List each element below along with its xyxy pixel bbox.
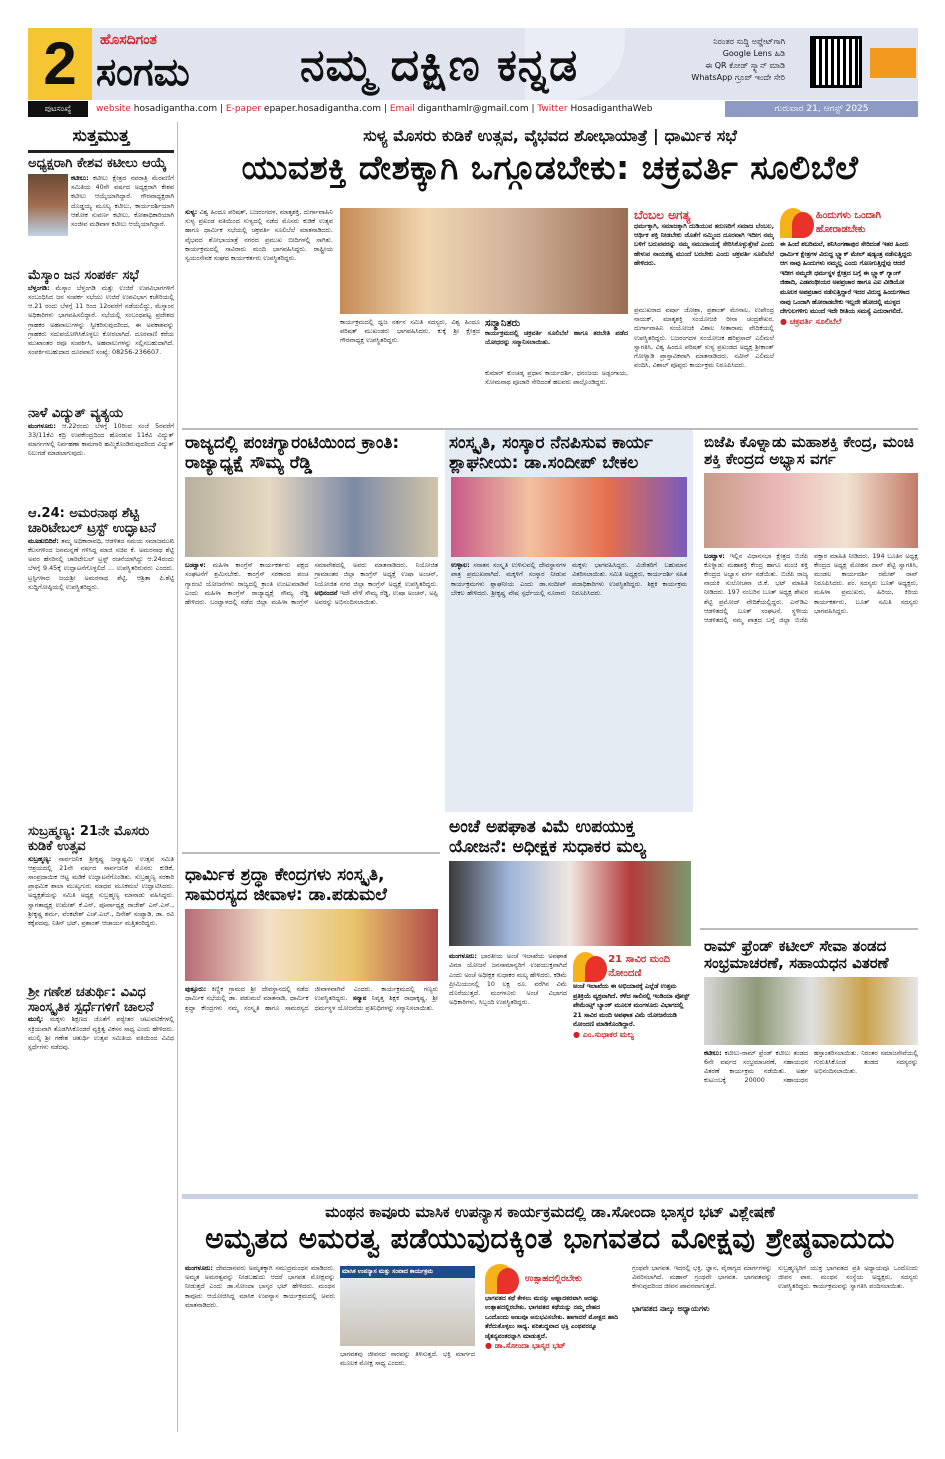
website-link[interactable]: hosadigantha.com — [133, 104, 218, 114]
story-body: ಮಂಗಳೂರು: ಆ.22ರಂದು ಬೆಳಗ್ಗೆ 10ರಿಂದ ಸಂಜೆ 5ರವರೆಗೆ 33/11ಕೆವಿ ಕದ್ರಿ ಉಪಕೇಂದ್ರದಿಂದ ಹೊರಡುವ 11ಕೆವಿ ವಿದ್ಯುತ್ ಮಾರ್ಗಗಳಲ್ಲಿ ನಿರ್ವಹಣಾ ಕಾಮಗಾರಿ ಹಮ್ಮಿಕೊಂಡಿರುವುದರಿಂದ ವಿದ್ಯುತ್ ನಿಲುಗಡೆ ಮಾಡಲಾಗುವುದು. — [28, 421, 174, 458]
story-headline: ನಾಳೆ ವಿದ್ಯುತ್ ವ್ಯತ್ಯಯ — [28, 405, 124, 421]
portrait-photo — [28, 174, 68, 236]
story-body: ಪುತ್ತೂರು: ಕಿಣ್ಣಿಕ ಗ್ರಾಮದ ಶ್ರೀ ದೇವಸ್ಥಾನದಲ್ಲಿ ನಡೆದ ಧಾರ್ಮಿಕ ಸಭೆಯಲ್ಲಿ ಡಾ. ಪಡುಮಲೆ ಮಾತನಾಡಿ, ಧಾರ್ಮಿಕ ಶ್ರದ್ಧಾ ಕೇಂದ್ರಗಳು ನಮ್ಮ ಸಂಸ್ಕೃತಿ ಹಾಗೂ ಸಾಮರಸ್ಯದ ಜೀವಾಳವಾಗಿವೆ ಎಂದರು. ಕಾರ್ಯಕ್ರಮದಲ್ಲಿ ಗಣ್ಯರು ಉಪಸ್ಥಿತರಿದ್ದರು. ಸನ್ಮಾನ ನಿವೃತ್ತ ಶಿಕ್ಷಕ ರಾಧಾಕೃಷ್ಣ, ಶ್ರೀ ಧರ್ಮಸ್ಥಳ ಯೋಜನೆಯ ಪ್ರತಿನಿಧಿಗಳನ್ನು ಸನ್ಮಾನಿಸಲಾಯಿತು. — [185, 985, 438, 1012]
story-headline: ರಾಜ್ಯದಲ್ಲಿ ಪಂಚಗ್ಯಾರಂಟಿಯಿಂದ ಕ್ರಾಂತಿ: ರಾಜ್ಯಾಧ್ಯಕ್ಷೆ ಸೌಮ್ಯ ರೆಡ್ಡಿ — [185, 433, 400, 473]
left-column — [28, 126, 174, 1205]
quote-box — [780, 208, 918, 327]
story-body: ಬೆಳ್ತಂಗಡಿ: ಮೆಸ್ಕಾಂ ಬೆಳ್ತಂಗಡಿ ಮತ್ತು ಉಜಿರೆ ಉಪವಿಭಾಗಗಳಿಗೆ ಸಂಬಂಧಿಸಿದ ಜನ ಸಂಪರ್ಕ ಸಭೆಯು ಉಜಿರೆ ಉಪವಿಭಾಗ ಕಚೇರಿಯಲ್ಲಿ ಆ.21 ರಂದು ಬೆಳಗ್ಗೆ 11 ರಿಂದ 12ರವರೆಗೆ ನಡೆಯಲಿದ್ದು, ಮೆಸ್ಕಾಂನ ಅಧಿಕಾರಿಗಳು ಭಾಗವಹಿಸಲಿದ್ದಾರೆ. ಸಭೆಯಲ್ಲಿ ಸಂಬಂಧಪಟ್ಟ ಪ್ರದೇಶದ ಗ್ರಾಹಕರ ಅಹವಾಲುಗಳನ್ನು ಸ್ವೀಕರಿಸುವುದರಿಂದ, ಈ ಅವಕಾಶವನ್ನು ಗ್ರಾಹಕರು ಸದುಪಯೋಗಿಸಿಕೊಳ್ಳಲು ಕೋರಲಾಗಿದೆ. ದೂರವಾಣಿ ಕರೆಯ ಮುಖಾಂತರ ರವೂ ಸಂಪರ್ಕಿಸಿ, ಅಹವಾಲುಗಳನ್ನು ಸಲ್ಲಿಸಬಹುದಾಗಿದೆ. ಸಂಪರ್ಕಿಸಬಹುದಾದ ದೂರವಾಣಿ ಸಂಖ್ಯೆ: 08256-236607. — [28, 283, 174, 357]
brand-logo: ಸಂಗಮ — [96, 50, 190, 94]
quote-author: ● ಡಾ.ಸೋಂದಾ ಭಾಸ್ಕರ ಭಟ್ — [485, 1341, 566, 1351]
quote-body: ಅಂಚೆ ಇಲಾಖೆಯ ಈ ಅಭಿಯಾನಕ್ಕೆ ಎಲ್ಲೆಡೆ ಉತ್ತಮ ಪ್ರತಿಕ್ರಿಯೆ ವ್ಯಕ್ತವಾಗಿದೆ. ಕಳೆದ ಸಾಲಿನಲ್ಲಿ ಇಂಡಿಯಾ ಪೋಸ್ಟ್ ಪೇಮೆಂಟ್ಸ್ ಬ್ಯಾಂಕ್ ಮೂಲಕ ಮಂಗಳೂರು ವಿಭಾಗದಲ್ಲಿ 21 ಸಾವಿರ ಮಂದಿ ಅಪಘಾತ ವಿಮೆ ಯೋಜನೆಯಡಿ ನೋಂದಣಿ ಮಾಡಿಕೊಂಡಿದ್ದಾರೆ. — [573, 983, 690, 1029]
story-panchaguarantee — [185, 434, 438, 786]
lead-body: ಸುಳ್ಯ: ವಿಶ್ವ ಹಿಂದೂ ಪರಿಷತ್, ಬಜರಂಗದಳ, ಮಾತೃಶಕ್ತಿ, ದುರ್ಗಾವಾಹಿನಿ ಸುಳ್ಯ ಪ್ರಖಂಡ ವತಿಯಿಂದ ಸುಳ್ಯದಲ್ಲಿ ನಡೆದ ಮೊಸರು ಕುಡಿಕೆ ಉತ್ಸವ ಹಾಗೂ ಧಾರ್ಮಿಕ ಸಭೆಯಲ್ಲಿ ಚಕ್ರವರ್ತಿ ಸೂಲಿಬೆಲೆ ಮಾತನಾಡಿದರು. ವೈಭವದ ಶೋಭಾಯಾತ್ರೆ ನಗರದ ಪ್ರಮುಖ ಬೀದಿಗಳಲ್ಲಿ ಸಾಗಿತು. ಕಾರ್ಯಕ್ರಮದಲ್ಲಿ ಸಾವಿರಾರು ಮಂದಿ ಭಾಗವಹಿಸಿದ್ದರು. ರಾಷ್ಟ್ರೀಯ ಸ್ವಯಂಸೇವಕ ಸಂಘದ ಕಾರ್ಯಕರ್ತರು ಉಪಸ್ಥಿತರಿದ್ದರು. — [185, 208, 333, 263]
quote-title: 21 ಸಾವಿರ ಮಂದಿ ನೋಂದಣಿ — [608, 954, 671, 980]
quote-body: ಭಾಗವತದ ಕಥೆ ಕೇಳಲು ಮನಸ್ಸು ಆಹ್ಲಾದಕರವಾಗಿ ಆದಷ್ಟು ಉತ್ಸಾಹದಲ್ಲಿರಬೇಕು. ಭಾಗವತದ ಕಥೆಯನ್ನು ನಮ್ಮ ದೇಹದ ಒಂದೊಂದು ಅಣುವೂ ಅನುಭವಿಸಬೇಕು. ಹಾಗಾದರೆ ಮೋಕ್ಷದ ಹಾದಿ ತೆರೆದುಕೊಳ್ಳಲು ಸಾಧ್ಯ. ಪರಿಶುದ್ಧವಾದ ಭಕ್ತಿ ಎಂಥವರನ್ನೂ ಚೈತನ್ಯವಂತರನ್ನಾಗಿ ಮಾಡುತ್ತದೆ. — [485, 1295, 619, 1340]
story-headline: ಸುಬ್ರಹ್ಮಣ್ಯ: 21ನೇ ಮೊಸರು ಕುಡಿಕೆ ಉತ್ಸವ — [28, 823, 150, 854]
lead-body-3: ಕುಮಾರ್ ಕುಂಚಡ್ಕ ಪ್ರಧಾನ ಕಾರ್ಯದರ್ಶಿ, ಧನಂಜಯ ಅಡ್ಪಂಗಾಯ, ಸೋಮನಾಥ ಪೂಜಾರಿ ಸೇರಿದಂತೆ ಹಲವರು ಪಾಲ್ಗೊಂಡಿದ್ದರು. — [485, 369, 628, 387]
story-post-insurance — [449, 818, 691, 1202]
story-headline: ಮೆಸ್ಕಾಂ ಜನ ಸಂಪರ್ಕ ಸಭೆ — [28, 267, 139, 283]
story-headline: ಶ್ರೀ ಗಣೇಶ ಚತುರ್ಥಿ: ವಿವಿಧ ಸಾಂಸ್ಕೃತಿಕ ಸ್ಪರ್ಧೆಗಳಿಗೆ ಚಾಲನೆ — [28, 984, 154, 1015]
lead-sidebar — [634, 208, 774, 426]
sub-title: ಬೆಂಬಲ ಅಗತ್ಯ — [634, 208, 691, 222]
contact-links: website hosadigantha.com | E-paper epaper.hosadigantha.com | Email diganthamlr@gmail.com | Twitter HosadiganthaWeb — [96, 104, 653, 114]
story-sanskriti — [445, 430, 693, 812]
divider — [700, 928, 918, 930]
twitter-link[interactable]: HosadiganthaWeb — [570, 104, 653, 114]
story-headline: ರಾಮ್ ಫ್ರೆಂಡ್ ಕಟೀಲ್ ಸೇವಾ ತಂಡದ ಸಂಭ್ರಮಾಚರಣೆ, ಸಹಾಯಧನ ವಿತರಣೆ — [704, 937, 889, 973]
bottom-body: ಮಂಗಳೂರು: ದೇವದಾನವರು ಅಮೃತಕ್ಕಾಗಿ ಸಮುದ್ರಮಂಥನ ಮಾಡಿದರು. ಅಮೃತ ಅಮರತ್ವವನ್ನು ನೀಡಬಹುದು ಆದರೆ ಭಾಗವತ ಮೋಕ್ಷವನ್ನು ನೀಡುತ್ತದೆ ಎಂದು ಡಾ.ಸೋಂದಾ ಭಾಸ್ಕರ ಭಟ್ ಹೇಳಿದರು. ಮಂಥನ ಕಾವೂರು ಆಯೋಜಿಸಿದ್ದ ಮಾಸಿಕ ಉಪನ್ಯಾಸ ಕಾರ್ಯಕ್ರಮದಲ್ಲಿ ಅವರು ಮಾತನಾಡಿದರು. — [185, 1264, 335, 1309]
story-headline: ಬಿಜೆಪಿ ಕೊಳ್ನಾಡು ಮಹಾಶಕ್ತಿ ಕೇಂದ್ರ, ಮಂಚಿ ಶಕ್ತಿ ಕೇಂದ್ರದ ಅಭ್ಯಾಸ ವರ್ಗ — [704, 433, 914, 469]
bottom-photo — [340, 1266, 475, 1346]
story-body: ಕಟೀಲು: ಕಟೀಲು-ರಾಮ್ ಫ್ರೆಂಡ್ ಕಟೀಲು ತಂಡದ 6ನೇ ವರ್ಷದ ಸಂಭ್ರಮಾಚರಣೆ, ಸಹಾಯಧನ ವಿತರಣೆ ಕಾರ್ಯಕ್ರಮ ನಡೆಯಿತು. ಅರ್ಹ ಕುಟುಂಬಕ್ಕೆ 20000 ಸಹಾಯಧನ ಹಸ್ತಾಂತರಿಸಲಾಯಿತು. ನಿರಂತರ ಸಮಾಜಸೇವೆಯಲ್ಲಿ ಗುರುತಿಸಿಕೊಂಡ ತಂಡದ ಸದಸ್ಯರನ್ನು ಅಭಿನಂದಿಸಲಾಯಿತು. — [704, 1048, 918, 1085]
section-title: ಸುತ್ತಮುತ್ತ — [28, 126, 174, 153]
column-divider — [177, 122, 178, 1432]
qr-line: ಈ QR ಕೋಡ್ ಸ್ಕ್ಯಾನ್ ಮಾಡಿ — [705, 61, 785, 70]
bottom-body-4: ಸುಬ್ರಹ್ಮಣ್ಯರಿಗೆ ಯುಕ್ತ ಭಾಗವತದ ಪ್ರತಿ ಅಧ್ಯಾಯವೂ ಒಂದೊಂದು ಜೀವನ ಪಾಠ. ಮಂಥನ ಸಂಸ್ಥೆಯ ಅಧ್ಯಕ್ಷರು, ಸದಸ್ಯರು ಉಪಸ್ಥಿತರಿದ್ದರು. ಕಾರ್ಯಕ್ರಮವನ್ನು ಸ್ವಾಗತಿಸಿ ವಂದಿಸಲಾಯಿತು. — [778, 1264, 918, 1291]
story-ram-friends — [704, 938, 918, 1151]
photo-banner: ಮಾಸಿಕ ಉಪನ್ಯಾಸ ಮತ್ತು ಸಂವಾದ ಕಾರ್ಯಕ್ರಮ — [340, 1266, 475, 1278]
story-body: ಸುಬ್ರಹ್ಮಣ್ಯ: ಸಾರ್ವಜನಿಕ ಶ್ರೀಕೃಷ್ಣ ಜನ್ಮಾಷ್ಟಮಿ ಉತ್ಸವ ಸಮಿತಿ ಆಶ್ರಯದಲ್ಲಿ 21ನೇ ವರ್ಷದ ಸಾರ್ವಜನಿಕ ಮೊಸರು ಕುಡಿಕೆ, ಸಾಂಪ್ರದಾಯಿಕ ಆಟ್ಟ ಮಡಿಕೆ ಉದ್ಘಾಟನೆಗೊಂಡಿತು. ಸುಬ್ರಹ್ಮಣ್ಯ ಸರಕಾರಿ ಪ್ರಾಥಮಿಕ ಶಾಲಾ ಮುಖ್ಯಗುರು ಮಾಧವ ಮೂಕಮಲೆ ಉದ್ಘಾಟಿಸಿದರು. ಅಧ್ಯಕ್ಷತೆಯನ್ನು ಸಮಿತಿ ಅಧ್ಯಕ್ಷ ಸುಬ್ರಹ್ಮಣ್ಯ ಮಾನಾಡು ವಹಿಸಿದ್ದರು. ಸ್ವಾಗತಾಧ್ಯಕ್ಷ ಉಮೇಶ್ ಕೆ.ಎನ್, ಪೂರ್ವಾಧ್ಯಕ್ಷ ರಾಜೇಶ್ ಎನ್.ಎಸ್., ಶ್ರೀಕೃಷ್ಣ ಶರ್ಮ, ವೆಂಕಟೇಶ್ ಎಚ್.ಎಲ್., ದಿನೇಶ್ ಸಂಪ್ಯಾಡಿ, ಡಾ. ರವಿ ಕಕ್ಕೆಪದವು, ನಿತಿನ್ ಭಟ್, ಪ್ರಶಾಂತ್ ಆಚಾರ್ಯ ಮತ್ತಿತರರಿದ್ದರು. — [28, 854, 174, 927]
accent-block — [870, 48, 916, 78]
qr-caption — [640, 36, 785, 84]
honor-body: ಕಾರ್ಯಕ್ರಮದಲ್ಲಿ ಚಕ್ರವರ್ತಿ ಸೂಲಿಬೆಲೆ ಹಾಗೂ ತರಬೇತಿ ಪಡೆದ ಯೋಧರನ್ನು ಸನ್ಮಾನಿಸಲಾಯಿತು. — [485, 329, 628, 347]
story-body: ಬಂಟ್ವಾಳ: ಮಹಿಳಾ ಕಾಂಗ್ರೆಸ್ ಕಾರ್ಯಕರ್ತರು ಪಕ್ಷದ ಸಂಘಟನೆಗೆ ಶ್ರಮಿಸಬೇಕು. ಕಾಂಗ್ರೆಸ್ ಸರಕಾರದ ಪಂಚ ಗ್ಯಾರಂಟಿ ಯೋಜನೆಗಳು ರಾಜ್ಯದಲ್ಲಿ ಕ್ರಾಂತಿ ಉಂಟುಮಾಡಿವೆ ಎಂದು ಮಹಿಳಾ ಕಾಂಗ್ರೆಸ್ ರಾಜ್ಯಾಧ್ಯಕ್ಷೆ ಸೌಮ್ಯ ರೆಡ್ಡಿ ಹೇಳಿದರು. ಬಂಟ್ವಾಳದಲ್ಲಿ ನಡೆದ ಜಿಲ್ಲಾ ಮಹಿಳಾ ಕಾಂಗ್ರೆಸ್ ಸಮಾವೇಶದಲ್ಲಿ ಅವರು ಮಾತನಾಡಿದರು. ನಿಯೋಜಿತ ಗ್ರಾಮಾಂತರ ಜಿಲ್ಲಾ ಕಾಂಗ್ರೆಸ್ ಅಧ್ಯಕ್ಷೆ ಉಷಾ ಅಂಚನ್, ನಿಯೋಜಿತ ನಗರ ಜಿಲ್ಲಾ ಕಾಂಗ್ರೆಸ್ ಅಧ್ಯಕ್ಷೆ ಉಪಸ್ಥಿತರಿದ್ದರು. ಅಭಿನಂದನೆ ಇದೇ ವೇಳೆ ಸೌಮ್ಯ ರೆಡ್ಡಿ, ಉಷಾ ಅಂಚನ್, ಅಪ್ಪಿ ಅವರನ್ನು ಅಭಿನಂದಿಸಲಾಯಿತು. — [185, 561, 438, 606]
honor-box — [485, 318, 628, 419]
quote-title: ಉತ್ಸಾಹದಲ್ಲಿರಬೇಕು — [525, 1274, 582, 1284]
divider — [182, 1194, 918, 1199]
sub-title: ಭಾಗವತದ ನಾಲ್ಕು ಅಧ್ಯಾಯಗಳು — [632, 1304, 710, 1313]
story-photo — [451, 477, 687, 557]
story-headline: ಅಂಚೆ ಅಪಘಾತ ವಿಮೆ ಉಪಯುಕ್ತ ಯೋಜನೆ: ಅಧೀಕ್ಷಕ ಸುಧಾಕರ ಮಲ್ಯ — [449, 817, 647, 857]
issue-date: ಗುರುವಾರ 21, ಆಗಸ್ಟ್ 2025 — [725, 101, 918, 117]
bottom-col-3 — [632, 1264, 772, 1314]
bottom-body-2: ಭಾಗವತವು ಜೀವನದ ಸಾರವನ್ನು ತಿಳಿಸುತ್ತದೆ. ಭಕ್ತಿ ಮಾರ್ಗದ ಮೂಲಕ ಮೋಕ್ಷ ಸಾಧ್ಯ ಎಂದರು. — [340, 1350, 475, 1368]
sub-body: ಧರ್ಮಕ್ಕಾಗಿ, ಸಮಾಜಕ್ಕಾಗಿ ದುಡಿಯುವ ತರುಣರಿಗೆ ಸಮಾಜ ಬೆಂಬಲ, ಆರ್ಥಿಕ ಶಕ್ತಿ ನೀಡಬೇಕು ಜೊತೆಗೆ ನಮ್ಮಿಂದ ದೂರವಾಗಿ ಇದೀಗ ನಮ್ಮ ಬಳಿಗೆ ಬರುವವರನ್ನು ನಮ್ಮ ಸಮುದಾಯಕ್ಕೆ ಸೇರಿಸಿಕೊಳ್ಳುತ್ತೇವೆ ಎಂದು ಹೇಳುವ ನಾಯಕತ್ವ ಮುಂದೆ ಬರಬೇಕು ಎಂದು ಚಕ್ರವರ್ತಿ ಸೂಲಿಬೆಲೆ ಹೇಳಿದರು. — [634, 222, 774, 267]
story-body: ಬಂಟ್ವಾಳ: ಇಲ್ಲಿನ ವಿಧಾನಸಭಾ ಕ್ಷೇತ್ರದ ಬಿಜೆಪಿ ಕೊಳ್ನಾಡು ಮಹಾಶಕ್ತಿ ಕೇಂದ್ರ ಹಾಗೂ ಮಂಚಿ ಶಕ್ತಿ ಕೇಂದ್ರದ ಅಭ್ಯಾಸ ವರ್ಗ ನಡೆಯಿತು. ಬಿಜೆಪಿ ರಾಜ್ಯ ನಾಯಕಿ ಸುಲೋಚನಾ ಜಿ.ಕೆ. ಭಟ್ ಮಾಹಿತಿ ನೀಡಿದರು. 197 ನಂಬರಿನ ಬೂತ್ ಅಧ್ಯಕ್ಷ ಶೇಖರ ಶೆಟ್ಟಿ ಪ್ರಮೋದ್ ವೇದಿಕೆಯಲ್ಲಿದ್ದರು. ಎನ್‌ಡಿಎ ಆಡಳಿತದಲ್ಲಿ ಬೂತ್ ಸಂಘಟನೆ, ಸ್ಥಳೀಯ ಆಡಳಿತದಲ್ಲಿ ನಮ್ಮ ಪಾತ್ರದ ಬಗ್ಗೆ ಜಿಲ್ಲಾ ಬಿಜೆಪಿ ವಕ್ತಾರ ಮಾಹಿತಿ ನೀಡಿದರು. 194 ಬೂತಿನ ಅಧ್ಯಕ್ಷ ಕೇಂದ್ರದ ಅಧ್ಯಕ್ಷ ಮೋಹನ ದಾಸ್ ಶೆಟ್ಟಿ ಸ್ವಾಗತಿಸಿ, ಮಂಡಲ ಕಾರ್ಯದರ್ಶಿ ರಮೇಶ್ ರಾವ್ ನಿರೂಪಿಸಿದರು. ಪಂ. ಸದಸ್ಯರು ಬೂತ್ ಅಧ್ಯಕ್ಷರು, ಮಹಿಳಾ ಪ್ರಮುಖರು, ಹಿರಿಯ, ಕಿರಿಯ ಕಾರ್ಯಕರ್ತರು, ಬೂತ್ ಸಮಿತಿ ಸದಸ್ಯರು ಭಾಗವಹಿಸಿದ್ದರು. — [704, 551, 918, 624]
brand-small: ಹೊಸದಿಗಂತ — [100, 32, 157, 48]
quote-box — [573, 952, 691, 1202]
bottom-kicker: ಮಂಥನ ಕಾವೂರು ಮಾಸಿಕ ಉಪನ್ಯಾಸ ಕಾರ್ಯಕ್ರಮದಲ್ಲಿ ಡಾ.ಸೋಂದಾ ಭಾಸ್ಕರ ಭಟ್ ವಿಶ್ಲೇಷಣೆ — [325, 1203, 775, 1221]
website-label: website — [96, 104, 131, 114]
story-photo — [704, 473, 918, 548]
quote-body: ಈ ಹಿಂದೆ ಶಬರಿಮಲೆ, ಶನಿಸಿಂಗಣಾಪುರ ಸೇರಿದಂತೆ ಇತರ ಹಿಂದು ಧಾರ್ಮಿಕ ಕ್ಷೇತ್ರಗಳ ವಿರುದ್ಧ ಬ್ಲ್ಯಾಕ್ ಮೇಲ್ ಷಡ್ಯಂತ್ರ ನಡೆಸುತ್ತಿದ್ದರು ಆಗ ನಾವು ಹಿಂದುಗಳು ನಮ್ಮಲ್ಲ ಎಂದು ಗೊಣಗುತ್ತಿದ್ದೆವು ಆದರೆ ಇದೀಗ ನಮ್ಮದೇ ಧರ್ಮಸ್ಥಳ ಕ್ಷೇತ್ರದ ಬಗ್ಗೆ ಈ ಬ್ಲ್ಯಾಕ್ ಗ್ಯಾಂಗ್ ಜಿಹಾದಿ, ಎಡಪಂಥೀಯರ ಅಪಪ್ರಚಾರ ಹಾಗೂ ಎಐ ವೀಡಿಯೋ ಮೂಲಕ ಅಪಪ್ರಚಾರ ನಡೆಸುತ್ತಿದ್ದಾರೆ ಇದರ ವಿರುದ್ಧ ಹಿಂದುಗಳಾದ ನಾವು ಒಂದಾಗಿ ಹೋರಾಡಬೇಕು ಇಲ್ಲದೇ ಹೋದಲ್ಲಿ ಮುಳ್ಳದ ದೇಗುಲಗಳಿಗು ಮುಂದೆ ಇದೇ ರೀತಿಯ ಸಮಸ್ಯೆ ಎದುರಾಗಲಿದೆ. — [780, 241, 912, 316]
lead-headline: ಯುವಶಕ್ತಿ ದೇಶಕ್ಕಾಗಿ ಒಗ್ಗೂಡಬೇಕು: ಚಕ್ರವರ್ತಿ ಸೂಲಿಬೆಲೆ — [241, 148, 859, 187]
bottom-headline: ಅಮೃತದ ಅಮರತ್ವ ಪಡೆಯುವುದಕ್ಕಿಂತ ಭಾಗವತದ ಮೋಕ್ಷವು ಶ್ರೇಷ್ಠವಾದುದು — [205, 1222, 895, 1255]
email-label: Email — [389, 104, 415, 114]
twitter-label: Twitter — [537, 104, 568, 114]
page-label: ಪುಟಸಂಖ್ಯೆ — [28, 101, 88, 117]
story-body: ಮುಲ್ಕಿ: ಮಕ್ಕಳು ಶಿಕ್ಷಣದ ಜೊತೆಗೆ ಪಠ್ಯೇತರ ಚಟುವಟಿಕೆಗಳಲ್ಲಿ ಸಕ್ರಿಯವಾಗಿ ತೊಡಗಿಸಿಕೊಂಡರೆ ವ್ಯಕ್ತಿತ್ವ ವಿಕಸನ ಸಾಧ್ಯ ಎಂದು ಹೇಳಿದರು. ಮುಲ್ಕಿ ಶ್ರೀ ಗಣೇಶ ಚತುರ್ಥಿ ಉತ್ಸವ ಸಮಿತಿಯ ವತಿಯಿಂದ ವಿವಿಧ ಸ್ಪರ್ಧೆಗಳು ನಡೆದವು. — [28, 1015, 174, 1052]
lead-body-2: ಕಾರ್ಯಕ್ರಮದಲ್ಲಿ ಧ್ವಜ ನರ್ತನ ಸಮಿತಿ ಸದಸ್ಯರು, ವಿಶ್ವ ಹಿಂದೂ ಪರಿಷತ್ ಮುಖಂಡರು ಭಾಗವಹಿಸಿದರು. ಕುಕ್ಕೆ ಶ್ರೀ ಕ್ಷೇತ್ರದ ಗೌರವಾಧ್ಯಕ್ಷ ಉಪಸ್ಥಿತರಿದ್ದರು. — [340, 318, 480, 345]
story-body: ಮಂಗಳೂರು: ಭಾರತೀಯ ಅಂಚೆ ಇಲಾಖೆಯ ಅಪಘಾತ ವಿಮಾ ಯೋಜನೆ ಜನಸಾಮಾನ್ಯರಿಗೆ ಉಪಯುಕ್ತವಾಗಿದೆ ಎಂದು ಅಂಚೆ ಅಧೀಕ್ಷಕ ಸುಧಾಕರ ಮಲ್ಯ ಹೇಳಿದರು. ಕಡಿಮೆ ಪ್ರೀಮಿಯಂನಲ್ಲಿ 10 ಲಕ್ಷ ರೂ. ವರೆಗಿನ ವಿಮೆ ದೊರೆಯುತ್ತದೆ. ಮಂಗಳೂರು ಅಂಚೆ ವಿಭಾಗದ ಅಧಿಕಾರಿಗಳು, ಸಿಬ್ಬಂದಿ ಉಪಸ್ಥಿತರಿದ್ದರು. — [449, 952, 567, 1007]
bottom-body-3: ಗ್ರಂಥವೇ ಭಾಗವತ. ಇದರಲ್ಲಿ ಭಕ್ತಿ, ಜ್ಞಾನ, ವೈರಾಗ್ಯದ ಮಾರ್ಗಗಳನ್ನು ವಿವರಿಸಲಾಗಿದೆ. ಮಹಾನ್ ಗ್ರಂಥವೇ ಭಾಗವತ. ಭಾಗವತವನ್ನು ಕೇಳುವುದರಿಂದ ಜೀವನ ಪಾವನವಾಗುತ್ತದೆ. — [632, 1264, 772, 1291]
divider — [182, 852, 440, 854]
masthead-title: ನಮ್ಮ ದಕ್ಷಿಣ ಕನ್ನಡ — [300, 40, 579, 91]
story-photo — [185, 477, 438, 557]
lead-kicker: ಸುಳ್ಯ ಮೊಸರು ಕುಡಿಕೆ ಉತ್ಸವ, ವೈಭವದ ಶೋಭಾಯಾತ್ರೆ | ಧಾರ್ಮಿಕ ಸಭೆ — [363, 126, 737, 145]
story-body: ಉಳ್ಳಾಲ: ಸನಾತನ ಸಂಸ್ಕೃತಿ ಉಳಿಸುವಲ್ಲಿ ದೇವಸ್ಥಾನಗಳ ಪಾತ್ರ ಪ್ರಮುಖವಾಗಿದೆ. ಮಕ್ಕಳಿಗೆ ಸಂಸ್ಕಾರ ನೀಡುವ ಕಾರ್ಯಕ್ರಮಗಳು ಶ್ಲಾಘನೀಯ ಎಂದು ಡಾ.ಸಂದೀಪ್ ಬೇಕಲ ಹೇಳಿದರು. ಶ್ರೀಕೃಷ್ಣ ವೇಷ ಸ್ಪರ್ಧೆಯಲ್ಲಿ ನೂರಾರು ಮಕ್ಕಳು ಭಾಗವಹಿಸಿದ್ದರು. ವಿಜೇತರಿಗೆ ಬಹುಮಾನ ವಿತರಿಸಲಾಯಿತು. ಸಮಿತಿ ಅಧ್ಯಕ್ಷರು, ಕಾರ್ಯದರ್ಶಿ ಸಹಿತ ಪದಾಧಿಕಾರಿಗಳು ಉಪಸ್ಥಿತರಿದ್ದರು. ಶಿಕ್ಷಕಿ ಕಾರ್ಯಕ್ರಮ ನಿರೂಪಿಸಿದರು. — [451, 561, 687, 597]
quote-title: ಹಿಂದುಗಳು ಒಂದಾಗಿ ಹೋರಾಡಬೇಕು — [815, 210, 881, 235]
story-headline: ಧಾರ್ಮಿಕ ಶ್ರದ್ಧಾ ಕೇಂದ್ರಗಳು ಸಂಸ್ಕೃತಿ, ಸಾಮರಸ್ಯದ ಜೀವಾಳ: ಡಾ.ಪಡುಮಲೆ — [185, 865, 387, 905]
quote-author: ● ಎಂ.ಸುಧಾಕರ ಮಲ್ಯ — [573, 1030, 634, 1040]
quote-icon — [573, 952, 598, 982]
qr-line: Google Lens ಹಿಡಿ — [722, 49, 785, 58]
story-headline: ಸಂಸ್ಕೃತಿ, ಸಂಸ್ಕಾರ ನೆನಪಿಸುವ ಕಾರ್ಯ ಶ್ಲಾಘನೀಯ: ಡಾ.ಸಂದೀಪ್ ಬೇಕಲ — [449, 433, 653, 473]
quote-icon — [780, 208, 806, 238]
story-photo — [185, 909, 438, 981]
lead-photo — [340, 208, 628, 314]
story-headline: ಅಧ್ಯಕ್ಷರಾಗಿ ಕೇಶವ ಕಟೀಲು ಆಯ್ಕೆ — [28, 156, 167, 171]
story-body: ಕಟೀಲು: ಕಟೀಲು ಕ್ಷೇತ್ರದ ನವರಾತ್ರಿ ಮೆರವಣಿಗೆ ಸಮಿತಿಯ 40ನೇ ವರ್ಷದ ಅಧ್ಯಕ್ಷರಾಗಿ ಕೇಶವ ಕಟೀಲು ಆಯ್ಕೆಯಾಗಿದ್ದಾರೆ. ಗೌರವಾಧ್ಯಕ್ಷರಾಗಿ ದೊಡ್ಡಯ್ಯ ಮೂಲ್ಯ ಕಟೀಲು, ಕಾರ್ಯದರ್ಶಿಯಾಗಿ ಆಶೋಕ ಸುವರ್ಣ ಕಟೀಲು, ಕೋಶಾಧಿಕಾರಿಯಾಗಿ ಸಂಜೀವ ಮಡಿವಾಳ ಕಟೀಲು ಆಯ್ಕೆಯಾಗಿದ್ದಾರೆ. — [71, 173, 174, 228]
quote-author: ● ಚಕ್ರವರ್ತಿ ಸೂಲಿಬೆಲೆ — [780, 316, 842, 326]
qr-code[interactable] — [810, 36, 862, 88]
story-photo — [449, 861, 691, 946]
lead-body-4: ಪ್ರಮುಖರಾದ ವರ್ಷಾ ಜೋಶ್ರಾ, ಪ್ರಶಾಂತ್ ಮೇನಾಲ, ಉಪೇಂದ್ರ ನಾಯಕ್, ಮಾತೃಶಕ್ತಿ ಸಂಯೋಜಕಿ ರೀನಾ ಚಂದ್ರಶೇಖರ, ದುರ್ಗಾವಾಹಿನಿ ಸಂಯೋಜಕಿ ವಿಶಾಲ ಸೀತಾರಾಮ ವೇದಿಕೆಯಲ್ಲಿ ಉಪಸ್ಥಿತರಿದ್ದರು. ಬಜರಂಗದಳ ಸಂಯೋಜಕ ಹರಿಪ್ರಸಾದ್ ಎಲಿಮಲೆ ಸ್ವಾಗತಿಸಿ, ವಿಶ್ವ ಹಿಂದೂ ಪರಿಷತ್ ಸುಳ್ಯ ಪ್ರಖಂಡದ ಅಧ್ಯಕ್ಷ ಶ್ರೀಕಾಂತ್ ಗೋಳ್ಯಾಡಿ ಪ್ರಾಸ್ತಾವಿಕವಾಗಿ ಮಾತನಾಡಿದರು. ನವೀನ್ ಎಲಿಮಲೆ ವಂದಿಸಿ, ವಿಶಾಲ್ ಪೂಪ್ಪರು ಕಾರ್ಯಕ್ರಮ ನಿರೂಪಿಸಿದರು. — [634, 306, 774, 370]
story-headline: ಆ.24: ಅಮರನಾಥ ಶೆಟ್ಟಿ ಚಾರಿಟೇಬಲ್ ಟ್ರಸ್ಟ್ ಉದ್ಘಾಟನೆ — [28, 505, 156, 536]
story-bjp — [704, 434, 918, 882]
story-body: ಮೂಡುಬಿದಿರೆ: ತಮ್ಮ ಅಧಿಕಾರಾವಧಿ, ಆಡಳಿತದ ಸಮಯ ಸಮಾಜಮುಖಿ ಕೆಲಸಗಳಿಂದ ಜನಮನ್ನಣೆ ಗಳಿಸಿದ್ದ ಮಾಜಿ ಸಚಿವ ಕೆ. ಅಮರನಾಥ ಶೆಟ್ಟಿ ಅವರ ಹೆಸರಿನಲ್ಲಿ ಚಾರಿಟೇಬಲ್ ಟ್ರಸ್ಟ್ ರಚನೆಯಾಗಿದ್ದು ಆ.24ರಂದು ಬೆಳಗ್ಗೆ 9.45ಕ್ಕೆ ಉದ್ಘಾಟನೆಗೊಳ್ಳಲಿದೆ ... ಉಪಸ್ಥಿತರಿರುವರು ಎಂದರು. ಟ್ರಸ್ಟಿಗಳಾದ ಜಯಶ್ರೀ ಅಮರನಾಥ ಶೆಟ್ಟಿ, ಆಶ್ರಿತಾ ಪಿ.ಶೆಟ್ಟಿ ಸುದ್ದಿಗೋಷ್ಠಿಯಲ್ಲಿ ಉಪಸ್ಥಿತರಿದ್ದರು. — [28, 536, 174, 591]
epaper-link[interactable]: epaper.hosadigantha.com — [263, 104, 382, 114]
quote-icon — [485, 1264, 515, 1294]
epaper-label: E-paper — [225, 104, 262, 114]
page-number: 2 — [28, 28, 92, 100]
quote-box — [485, 1264, 625, 1351]
honor-title: ಸನ್ಮಾನಿತರು — [485, 318, 521, 329]
qr-line: WhatsApp ಗ್ರೂಪ್ ಇಂದೇ ಸೇರಿ — [691, 73, 785, 82]
qr-line: ನಿರಂತರ ಸುದ್ದಿ ಅಪ್ಡೇಟ್‌ಗಾಗಿ — [713, 37, 785, 46]
story-photo — [704, 977, 918, 1045]
story-dharmika — [185, 866, 438, 1170]
email-link[interactable]: diganthamlr@gmail.com — [417, 104, 529, 114]
